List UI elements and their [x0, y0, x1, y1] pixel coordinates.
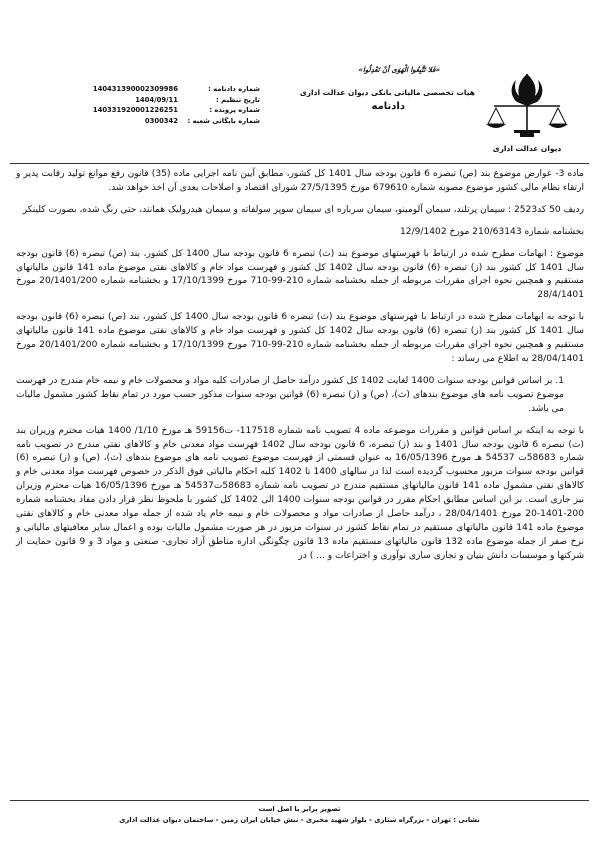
paragraph-explanation: با توجه به اینکه بر اساس قوانین و مقررات موضوعه ماده 4 تصویب نامه شماره 117518- ت59156 هـ مورخ 1/10/ 1400 هیات محترم وزیران بند (ث) تبصره 6 قانون بودجه سال 1401 و بند (ز) تبصره، 6 قانون بودجه سال 1402 فهرست مواد معدنی خام و کالاهای نفتی مندرج در تصویب نامه شماره 58683ت 54537 هـ مورخ 16/05/1396 به عنوان قسمتی از فهرست موضوع تصویب نامه های موضوع بندهای (ث)، (ص) و (ز) تبصره (6) قوانین بودجه سنوات مزبور محسوب گردیده است لذا در سالهای 1400 تا 1402 کلیه احکام مالیاتی فوق الذکر در خصوص فهرست مواد معدنی خام و کالاهای نفتی مشمول ماده 141 قانون مالیاتهای مستقیم مندرج در تصویب نامه شماره 58683ت54537 هـ مورخ 16/05/1396 هیات محترم وزیران نیز جاری است. بر این اساس مطابق احکام مقرر در قوانین بودجه سنوات 1400 الی 1402 کل کشور با ملحوظ نظر قرار دادن مفاد بخشنامه شماره 200-1401-20 مورخ 28/04/1401 ، درآمد حاصل از صادرات مواد و محصولات خام و نیمه خام یاد شده از جمله مواد معدنی خام و کالاهای نفتی موضوع ماده 141 قانون مالیاتهای مستقیم در تمام نقاط کشور در سنوات مزبور در هر صورت مشمول مالیات بوده و اعمال سایر معافیتهای مالیاتی و نرخ صفر از جمله موضوع ماده 132 قانون مالیاتهای مستقیم ماده 13 قانون چگونگی اداره مناطق آزاد تجاری- صنعتی و مواد 3 و 9 قانون حمایت از شرکتها و موسسات دانش بنیان و تجاری سازی نوآوری و اختراعات و ... ) در: [16, 425, 585, 561]
meta-row-ruling-number: [60, 84, 260, 95]
meta-label: شماره دادنامه :: [208, 85, 260, 93]
footer-divider: [10, 800, 589, 801]
document-metadata: [60, 84, 260, 126]
paragraph-item-1: 1. بر اساس قوانین بودجه سنوات 1400 لغایت 1402 کل کشور درآمد حاصل از صادرات کلیه مواد و محصولات خام و نیمه خام مندرج در فهرست موضوع تصویب نامه های موضوع بندهای (ث)، (ص) و (ز) تبصره (6) قوانین بودجه سنوات مذکور حسب مورد در تمام نقاط کشور مشمول مالیات می باشد.: [16, 375, 564, 414]
meta-value: 140331920001226251: [92, 106, 178, 114]
paragraph-subject: موضوع : ابهامات مطرح شده در ارتباط با فهرستهای موضوع بند (ث) تبصره 6 قانون بودجه سال 1400 کل کشور، بند (ص) تبصره (6) قانون بودجه سال 1401 کل کشور بند (ز) تبصره (6) قانون بودجه سال 1402 کل کشور و فهرست مواد خام و کالاهای نفتی موضوع ماده 141 قانون مالیاتهای مستقیم و همچنین نحوه اجرای مقررات مربوطه از جمله بخشنامه شماره 210-99-710 مورخ 17/10/1399 و بخشنامه شماره 20/1401/200 مورخ 28/4/1401: [16, 248, 584, 301]
emblem-caption: دیوان عدالت اداری: [492, 144, 562, 153]
paragraph-article-3: ماده 3- عوارض موضوع بند (ص) تبصره 6 قانون بودجه سال 1401 کل کشور، مطابق آیین نامه اجرایی ماده (35) قانون رفع موانع تولید رقابت پذیر و ارتقاء نظام مالی کشور موضوع مصوبه شماره 679610 مورخ 27/5/1395 شورای اقتصاد و اصلاحات بعدی آن اخذ خواهد شد.: [16, 169, 584, 193]
paragraph-row-50: ردیف 50 کد2523 : سیمان پرتلند، سیمان آلومینو، سیمان سرباره ای سیمان سوپر سولفاته و سیمان هیدرولیک همانند، حتی رنگ شده، بصورت کلینکر: [22, 204, 584, 215]
header: [225, 66, 475, 112]
meta-label: شماره بایگانی شعبه :: [187, 116, 260, 125]
meta-value: 140431390002309986: [92, 85, 178, 93]
iran-emblem-icon: [484, 66, 570, 142]
footer: [10, 805, 589, 824]
meta-value: 1404/09/11: [135, 95, 178, 104]
board-name: هیات تخصصی مالیاتی بانکی دیوان عدالت اداری: [299, 88, 475, 97]
header-verse: «فَلا تَتَّبِعُوا الْهَوَى أنْ تَعْدِلُوا»: [358, 66, 440, 74]
meta-row-archive-number: [60, 116, 260, 127]
certification-note: تصویر برابر با اصل است: [258, 805, 341, 813]
document-body: [16, 168, 584, 572]
header-divider: [10, 163, 589, 164]
footer-address: نشانی : تهران - بزرگراه ستاری - بلوار شهید مخبری - نبش خیابان ایران زمین - ساختمان دیوان عدالت اداری: [119, 816, 480, 824]
paragraph-notice: با توجه به ابهامات مطرح شده در ارتباط با فهرستهای موضوع بند (ث) تبصره 6 قانون بودجه سال 1400 کل کشور، بند (ص) تبصره (6) قانون بودجه سال 1401 کل کشور بند (ز) تبصره (6) قانون بودجه سال 1402 کل کشور و فهرست مواد خام و کالاهای نفتی موضوع ماده 141 قانون مالیاتهای مستقیم و همچنین نحوه اجرای مقررات مربوطه از جمله بخشنامه شماره 210-99-710 مورخ 17/10/1399 و بخشنامه شماره 20/1401/200 مورخ 28/04/1401 به اطلاع می رساند :: [16, 312, 585, 364]
paragraph-circular-number: بخشنامه شماره 210/63143 مورخ 12/9/1402: [400, 226, 584, 237]
meta-label: شماره پرونده :: [209, 106, 260, 114]
meta-value: 0300342: [144, 116, 178, 125]
document-title: دادنامه: [371, 101, 405, 112]
meta-label: تاریخ تنظیم :: [216, 95, 260, 104]
meta-row-date: [60, 95, 260, 106]
emblem: [484, 66, 570, 152]
meta-row-case-number: [60, 105, 260, 116]
